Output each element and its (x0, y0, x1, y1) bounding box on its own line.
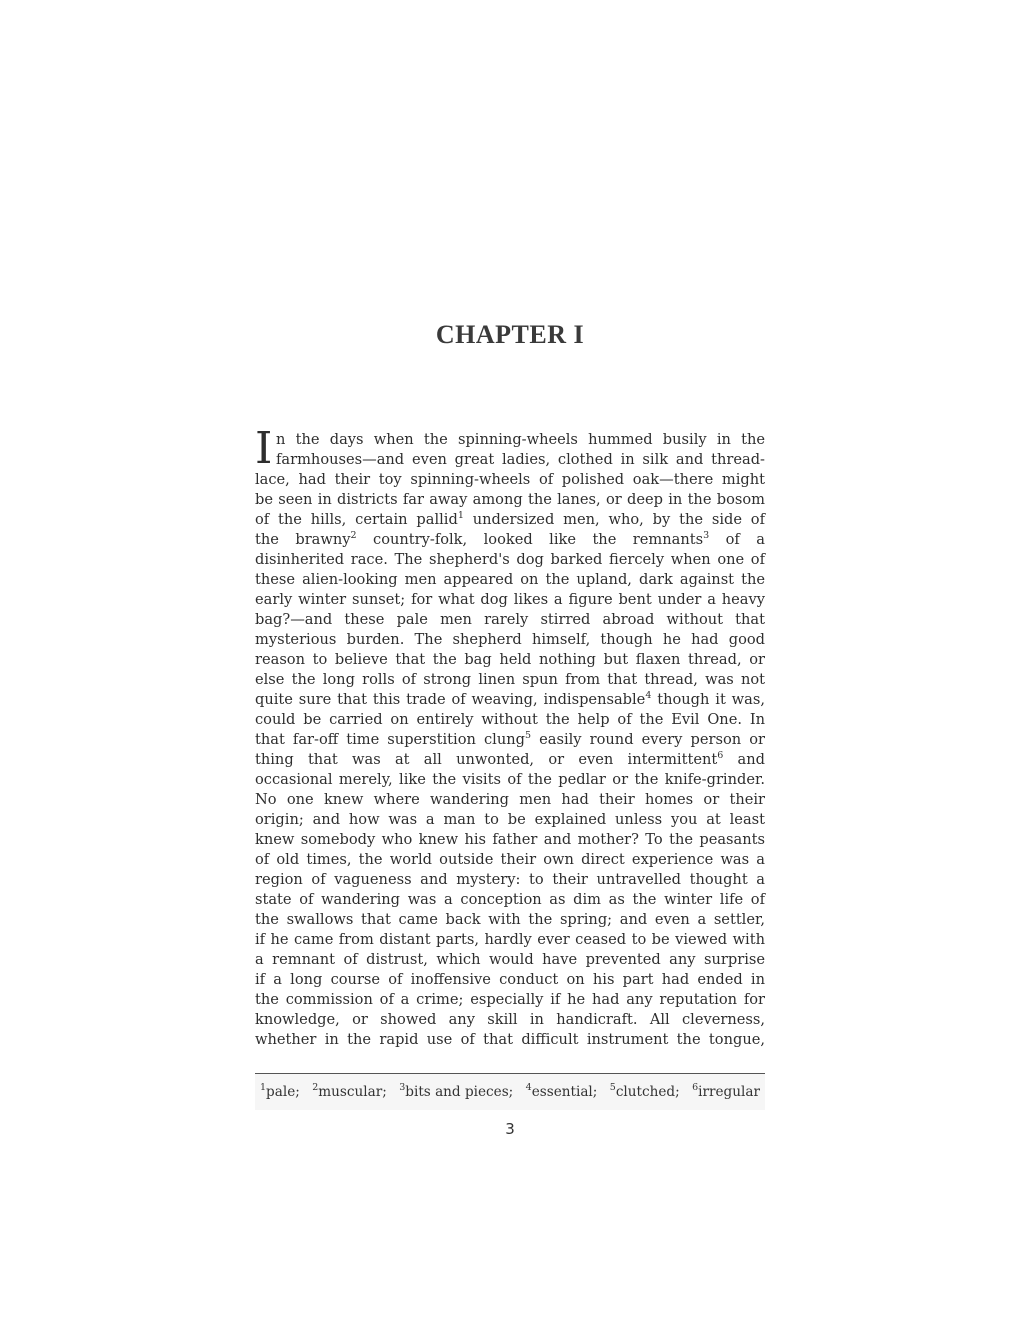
footnote-item: $^1$pale; (260, 1082, 300, 1100)
text-line: if a long course of inoffensive conduct on his part had ended in (255, 971, 765, 988)
footnote-item: $^6$irregular (692, 1082, 760, 1100)
text-line: early winter sunset; for what dog likes a figure bent under a heavy (255, 591, 765, 608)
footnotes (255, 1074, 765, 1110)
text-line: disinherited race. The shepherd's dog barked fiercely when one of (255, 551, 765, 568)
text-line: whether in the rapid use of that difficult instrument the tongue, (255, 1031, 765, 1048)
footnote-marker: 5 (524, 730, 532, 741)
text-line: knew somebody who knew his father and mother? To the peasants (255, 831, 765, 848)
text-line: that far-off time superstition clung$^5$ easily round every person or (255, 730, 765, 748)
chapter-title: CHAPTER I (435, 320, 585, 349)
text-line: region of vagueness and mystery: to their untravelled thought a (255, 871, 765, 888)
page-number: 3 (505, 1120, 515, 1138)
text-line: quite sure that this trade of weaving, indispensable$^4$ though it was, (255, 690, 765, 708)
text-line: state of wandering was a conception as dim as the winter life of (255, 891, 765, 908)
text-line: the commission of a crime; especially if he had any reputation for (255, 991, 765, 1008)
footnote-item: $^4$essential; (525, 1082, 598, 1100)
text-line: lace, had their toy spinning-wheels of polished oak—there might (255, 471, 765, 488)
text-line: reason to believe that the bag held nothing but flaxen thread, or (255, 651, 765, 668)
footnote-marker: 1 (457, 510, 464, 521)
text-line: these alien-looking men appeared on the upland, dark against the (255, 571, 765, 588)
text-line: bag?—and these pale men rarely stirred abroad without that (255, 611, 765, 628)
footnote-item: $^2$muscular; (312, 1082, 387, 1100)
text-line: of the hills, certain pallid$^1$ undersized men, who, by the side of (255, 510, 765, 528)
text-line: the brawny$^2$ country-folk, looked like the remnants$^3$ of a (255, 530, 765, 548)
text-line: if he came from distant parts, hardly ever ceased to be viewed with (255, 931, 765, 948)
text-line: the swallows that came back with the spring; and even a settler, (255, 911, 765, 928)
footnote-marker: 6 (717, 750, 724, 761)
text-line: farmhouses—and even great ladies, clothed in silk and thread- (276, 451, 765, 468)
text-line: No one knew where wandering men had their homes or their (255, 791, 765, 808)
text-line: occasional merely, like the visits of the pedlar or the knife-grinder. (255, 771, 765, 788)
footnote-item: $^3$bits and pieces; (399, 1082, 514, 1100)
footnote-item: $^5$clutched; (609, 1082, 680, 1100)
body-text (255, 423, 765, 1050)
text-line: n the days when the spinning-wheels hummed busily in the (276, 431, 765, 448)
text-line: else the long rolls of strong linen spun from that thread, was not (255, 671, 765, 688)
footnote-marker: 4 (645, 690, 652, 701)
footnote-marker: 2 (350, 530, 357, 541)
text-line: could be carried on entirely without the help of the Evil One. In (255, 711, 765, 728)
text-line: origin; and how was a man to be explained unless you at least (255, 811, 765, 828)
text-line: a remnant of distrust, which would have prevented any surprise (255, 951, 765, 968)
drop-cap: I (255, 423, 273, 474)
text-line: knowledge, or showed any skill in handicraft. All cleverness, (255, 1011, 765, 1028)
text-line: thing that was at all unwonted, or even intermittent$^6$ and (255, 750, 765, 768)
text-line: be seen in districts far away among the lanes, or deep in the bosom (255, 491, 765, 508)
text-line: of old times, the world outside their own direct experience was a (255, 851, 765, 868)
text-line: mysterious burden. The shepherd himself, though he had good (255, 631, 765, 648)
footnote-marker: 3 (703, 530, 710, 541)
